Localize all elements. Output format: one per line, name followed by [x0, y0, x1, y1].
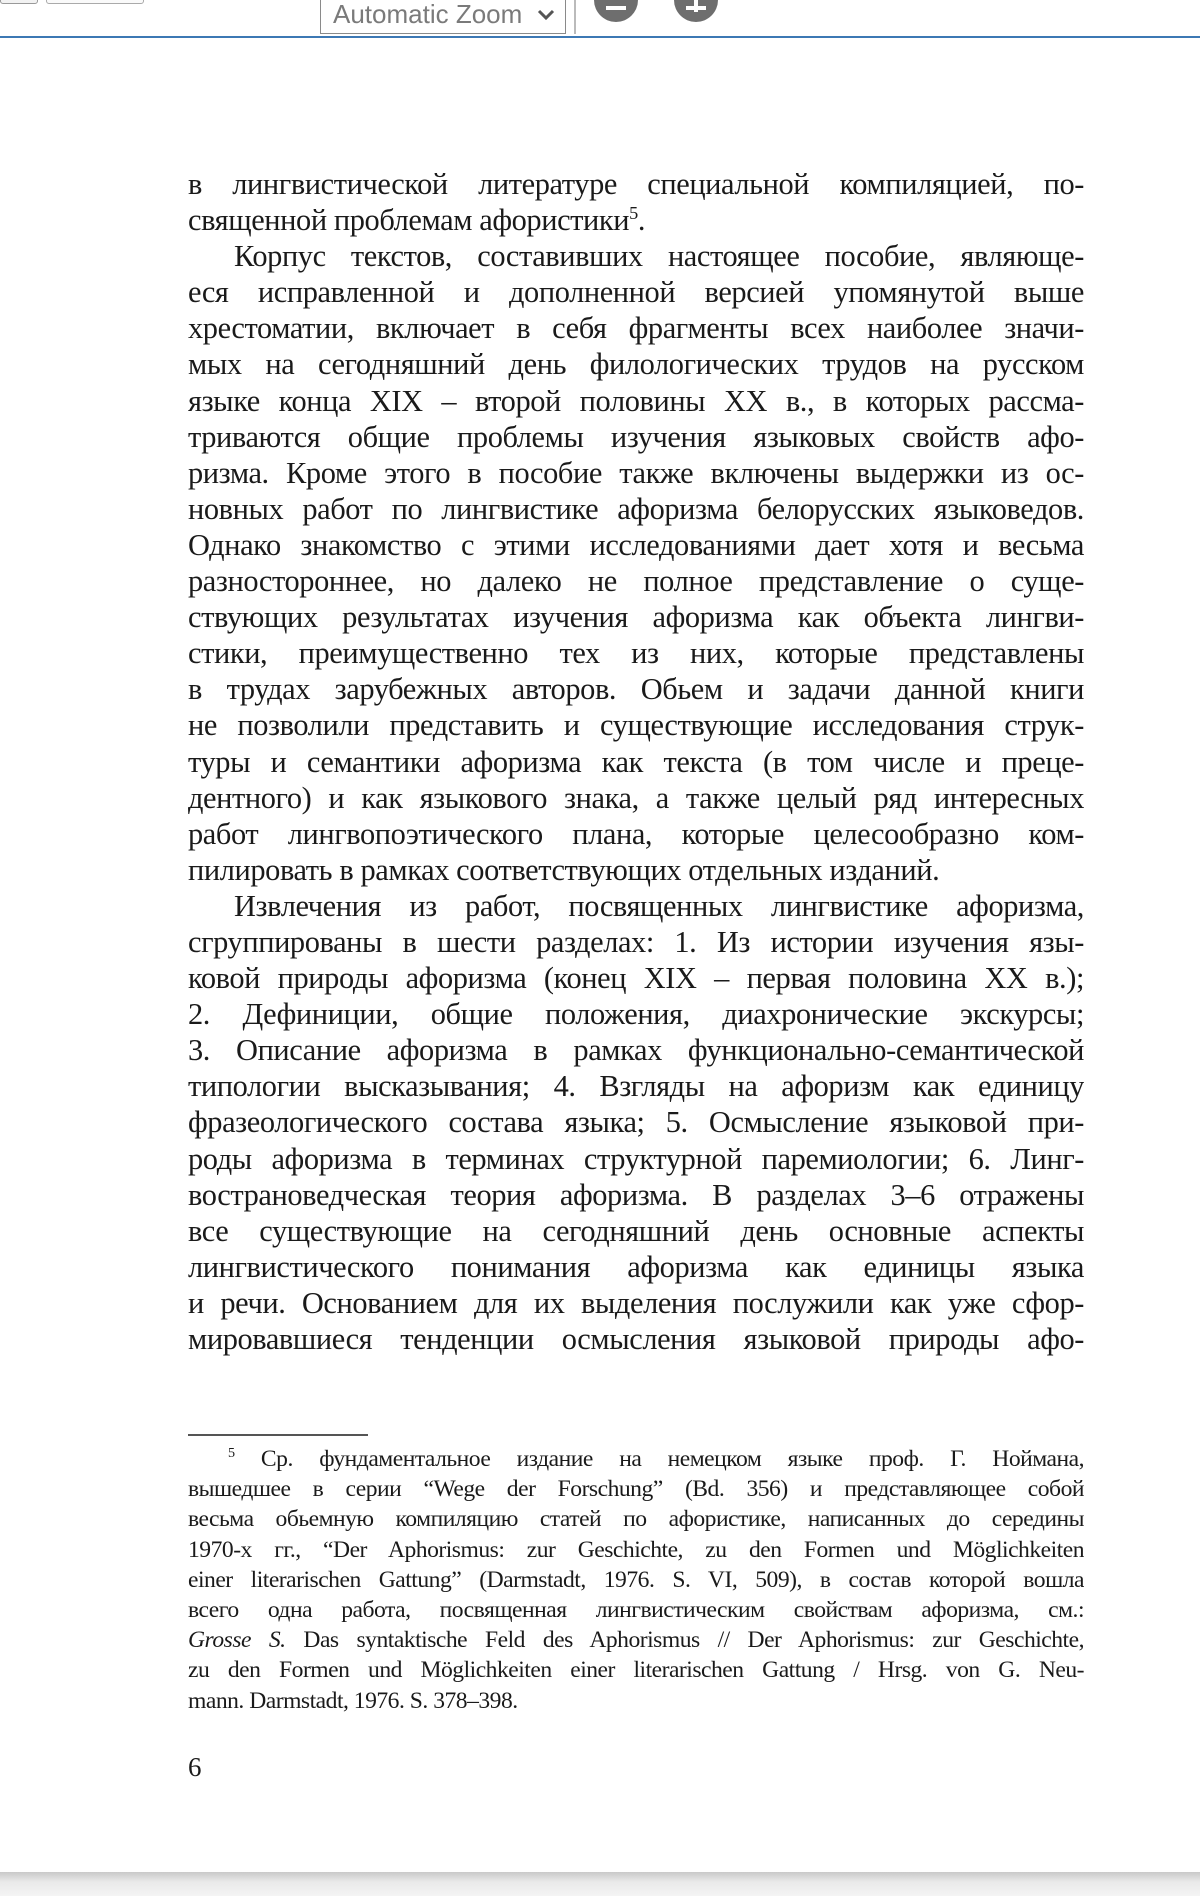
text-line: дентного) и как языкового знака, а также целый ряд интересных [188, 780, 1084, 815]
text-line: триваются общие проблемы изучения языковых свойств афо- [188, 419, 1084, 454]
text-line: в лингвистической литературе специальной компиляцией, по- [188, 167, 1084, 201]
text-line: Извлечения из работ, посвященных лингвистике афоризма, [234, 888, 1084, 923]
footnote-divider [188, 1434, 368, 1436]
text-line: сгруппированы в шести разделах: 1. Из истории изучения язы- [188, 924, 1084, 959]
text-line: не позволили представить и существующие исследования струк- [188, 708, 1084, 743]
text-line: вострановедческая теория афоризма. В разделах 3–6 отражены [188, 1177, 1084, 1212]
text-line: разностороннее, но далеко не полное представление о суще- [188, 564, 1084, 599]
text-line: 3. Описание афоризма в рамках функционально-семантической [188, 1033, 1084, 1068]
text-line: стики, преимущественно тех из них, которые представлены [188, 636, 1084, 671]
footnote-line [188, 1625, 1084, 1655]
footnote-line: вышедшее в серии “Wege der Forschung” (Bd. 356) и представляющее собой [188, 1476, 1084, 1503]
zoom-select[interactable] [320, 0, 566, 34]
text-line: 2. Дефиниции, общие положения, диахронические экскурсы; [188, 997, 1084, 1032]
toolbar-separator [574, 0, 576, 34]
footnote-line [188, 1444, 1084, 1474]
text-line: лингвистического понимания афоризма как единицы языка [188, 1249, 1084, 1284]
footnote [188, 1444, 1084, 1716]
footnote-line: весьма обьемную компиляцию статей по афористике, написанных до середины [188, 1506, 1084, 1533]
text-line: новных работ по лингвистике афоризма белорусских языковедов. [188, 491, 1084, 526]
text-line: пилировать в рамках соответствующих отдельных изданий. [188, 852, 940, 887]
text-line: все существующие на сегодняшний день основные аспекты [188, 1213, 1084, 1248]
footnote-line: zu den Formen und Möglichkeiten einer literarischen Gattung / Hrsg. von G. Neu- [188, 1657, 1084, 1684]
document-page [0, 40, 1200, 1876]
body-text [188, 166, 1084, 1357]
text-line: еся исправленной и дополненной версией упомянутой выше [188, 275, 1084, 310]
text-line: и речи. Основанием для их выделения послужили как уже сфор- [188, 1285, 1084, 1320]
viewer-toolbar [0, 0, 1200, 38]
plus-icon-vertical [694, 0, 698, 12]
zoom-out-button[interactable] [594, 0, 638, 22]
text-line: ризма. Кроме этого в пособие также включены выдержки из ос- [188, 455, 1084, 490]
toolbar-button[interactable] [0, 0, 38, 4]
text-line-content: священной проблемам афористики [188, 203, 630, 238]
footnote-author: Grosse S. [188, 1627, 286, 1654]
text-line: роды афоризма в терминах структурной паремиологии; 6. Линг- [188, 1141, 1084, 1176]
toolbar-button[interactable] [46, 0, 144, 4]
minus-icon [606, 6, 626, 10]
zoom-in-button[interactable] [674, 0, 718, 22]
text-line: языке конца XIX – второй половины XX в., в которых рассма- [188, 383, 1084, 418]
footnote-line: всего одна работа, посвященная лингвистическим свойствам афоризма, см.: [188, 1597, 1084, 1624]
text-line: мировавшиеся тенденции осмысления языковой природы афо- [188, 1322, 1084, 1356]
text-line: священной проблемам афористики$^5$. [188, 202, 646, 238]
footnote-reference[interactable]: 5 [629, 202, 638, 223]
footnote-marker: 5 [228, 1445, 235, 1462]
footnote-line-content: Ср. фундаментальное издание на немецком языке проф. Г. Ноймана, [260, 1446, 1084, 1472]
text-line: фразеологического состава языка; 5. Осмысление языковой при- [188, 1105, 1084, 1140]
text-line: Корпус текстов, составивших настоящее пособие, являюще- [234, 239, 1084, 274]
text-line: работ лингвопоэтического плана, которые целесообразно ком- [188, 816, 1084, 851]
text-line: типологии высказывания; 4. Взгляды на афоризм как единицу [188, 1069, 1084, 1104]
chevron-down-icon [535, 3, 557, 25]
text-line: туры и семантики афоризма как текста (в том числе и преце- [188, 744, 1084, 779]
text-line: хрестоматии, включает в себя фрагменты всех наиболее значи- [188, 311, 1084, 346]
page-edge-shadow [0, 1872, 1200, 1896]
text-line: Однако знакомство с этими исследованиями дает хотя и весьма [188, 527, 1084, 562]
footnote-line-content: Das syntaktische Feld des Aphorismus // Der Aphorismus: zur Geschichte, [303, 1627, 1084, 1654]
zoom-select-value: Automatic Zoom [333, 1, 523, 27]
text-line: ковой природы афоризма (конец XIX – первая половина XX в.); [188, 961, 1084, 996]
footnote-line: 1970-х гг., “Der Aphorismus: zur Geschichte, zu den Formen und Möglichkeiten [188, 1536, 1084, 1563]
page-number: 6 [188, 1752, 202, 1782]
footnote-line: mann. Darmstadt, 1976. S. 378–398. [188, 1687, 518, 1714]
text-line: ствующих результатах изучения афоризма как объекта лингви- [188, 600, 1084, 635]
text-line: мых на сегодняшний день филологических трудов на русском [188, 347, 1084, 382]
footnote-line: einer literarischen Gattung” (Darmstadt, 1976. S. VI, 509), в состав которой вошла [188, 1566, 1084, 1593]
text-line: в трудах зарубежных авторов. Обьем и задачи данной книги [188, 672, 1084, 707]
